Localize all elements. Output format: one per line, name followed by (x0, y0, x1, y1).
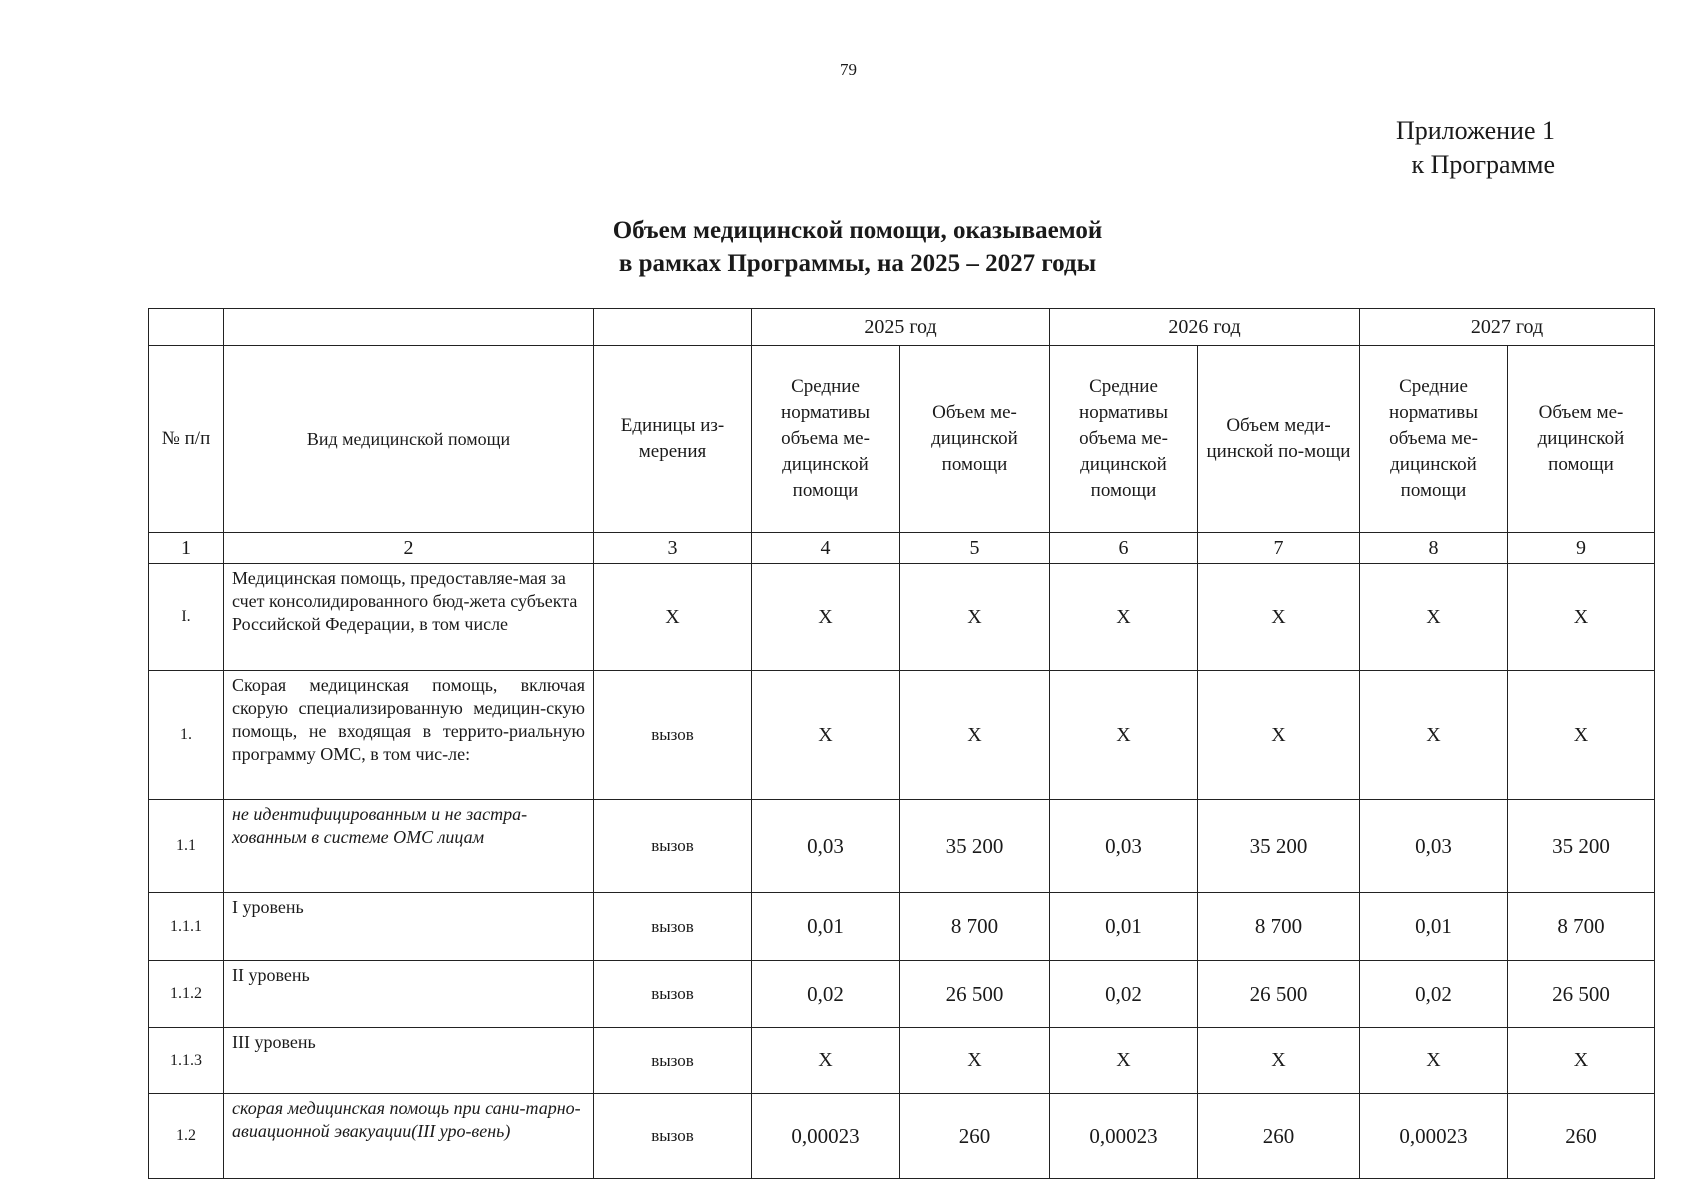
medical-volume-table (148, 308, 1655, 1179)
row-description: II уровень (224, 961, 594, 1028)
cell-norm-2027: 0,02 (1360, 961, 1508, 1028)
header-row (149, 346, 1655, 533)
cell-volume-2025: X (900, 1028, 1050, 1094)
column-number: 2 (224, 533, 594, 564)
cell-norm-2027: X (1360, 671, 1508, 800)
cell-norm-2025: 0,00023 (752, 1094, 900, 1179)
row-unit: вызов (594, 671, 752, 800)
header-norm-2025: Средние нормативы объема ме-дицинской помощи (752, 346, 900, 533)
row-description: I уровень (224, 893, 594, 961)
cell-norm-2026: X (1050, 671, 1198, 800)
column-number: 5 (900, 533, 1050, 564)
row-description: Скорая медицинская помощь, включая скорую специализированную медицин-скую помощь, не входящая в террито-риальную программу ОМС, в том чис-ле: (224, 671, 594, 800)
cell-norm-2025: 0,03 (752, 800, 900, 893)
cell-volume-2026: 8 700 (1198, 893, 1360, 961)
row-number: 1.1.2 (149, 961, 224, 1028)
cell-norm-2026: 0,02 (1050, 961, 1198, 1028)
appendix-line-1: Приложение 1 (1395, 116, 1555, 145)
cell-norm-2025: X (752, 1028, 900, 1094)
column-number-row (149, 533, 1655, 564)
appendix-note (1396, 114, 1555, 182)
header-volume-2027: Объем ме-дицинской помощи (1508, 346, 1655, 533)
cell-volume-2025: X (900, 671, 1050, 800)
cell-volume-2026: 260 (1198, 1094, 1360, 1179)
cell-volume-2026: X (1198, 1028, 1360, 1094)
cell-norm-2025: 0,02 (752, 961, 900, 1028)
row-description: не идентифицированным и не застра-хованным в системе ОМС лицам (224, 800, 594, 893)
header-year-row (149, 309, 1655, 346)
cell-volume-2027: X (1508, 1028, 1655, 1094)
table-row (149, 893, 1655, 961)
empty-header-cell (594, 309, 752, 346)
cell-volume-2027: 35 200 (1508, 800, 1655, 893)
year-2026-header: 2026 год (1050, 309, 1360, 346)
cell-volume-2027: 260 (1508, 1094, 1655, 1179)
column-number: 9 (1508, 533, 1655, 564)
column-number: 7 (1198, 533, 1360, 564)
appendix-line-2: к Программе (1411, 150, 1555, 179)
column-number: 6 (1050, 533, 1198, 564)
cell-norm-2027: 0,03 (1360, 800, 1508, 893)
cell-norm-2026: 0,03 (1050, 800, 1198, 893)
cell-norm-2025: X (752, 671, 900, 800)
row-number: 1.1 (149, 800, 224, 893)
header-norm-2027: Средние нормативы объема ме-дицинской помощи (1360, 346, 1508, 533)
cell-volume-2025: 35 200 (900, 800, 1050, 893)
row-unit: вызов (594, 1028, 752, 1094)
table-row (149, 800, 1655, 893)
cell-volume-2026: 26 500 (1198, 961, 1360, 1028)
row-unit: X (594, 564, 752, 671)
table-row (149, 961, 1655, 1028)
title-line-2: в рамках Программы, на 2025 – 2027 годы (618, 250, 1097, 277)
year-2025-header: 2025 год (752, 309, 1050, 346)
table-row (149, 1094, 1655, 1179)
title-line-1: Объем медицинской помощи, оказываемой (612, 217, 1103, 244)
column-number: 4 (752, 533, 900, 564)
cell-norm-2027: X (1360, 1028, 1508, 1094)
row-number: 1.1.3 (149, 1028, 224, 1094)
year-2027-header: 2027 год (1360, 309, 1655, 346)
row-number: 1. (149, 671, 224, 800)
row-number: 1.1.1 (149, 893, 224, 961)
cell-norm-2025: 0,01 (752, 893, 900, 961)
table-row (149, 1028, 1655, 1094)
column-number: 1 (149, 533, 224, 564)
cell-volume-2025: 260 (900, 1094, 1050, 1179)
cell-norm-2026: X (1050, 1028, 1198, 1094)
row-description: скорая медицинская помощь при сани-тарно-авиационной эвакуации(III уро-вень) (224, 1094, 594, 1179)
cell-norm-2026: X (1050, 564, 1198, 671)
row-description: III уровень (224, 1028, 594, 1094)
cell-norm-2027: X (1360, 564, 1508, 671)
header-num: № п/п (149, 346, 224, 533)
cell-volume-2027: 8 700 (1508, 893, 1655, 961)
empty-header-cell (224, 309, 594, 346)
table-row (149, 671, 1655, 800)
cell-norm-2027: 0,01 (1360, 893, 1508, 961)
header-type: Вид медицинской помощи (224, 346, 594, 533)
cell-volume-2026: X (1198, 671, 1360, 800)
cell-volume-2027: X (1508, 564, 1655, 671)
page-number: 79 (840, 60, 857, 79)
document-title (0, 214, 1697, 280)
cell-volume-2027: X (1508, 671, 1655, 800)
column-number: 8 (1360, 533, 1508, 564)
cell-volume-2025: X (900, 564, 1050, 671)
row-number: I. (149, 564, 224, 671)
cell-volume-2027: 26 500 (1508, 961, 1655, 1028)
cell-norm-2025: X (752, 564, 900, 671)
row-unit: вызов (594, 893, 752, 961)
cell-norm-2026: 0,01 (1050, 893, 1198, 961)
row-unit: вызов (594, 961, 752, 1028)
cell-norm-2027: 0,00023 (1360, 1094, 1508, 1179)
header-volume-2026: Объем меди-цинской по-мощи (1198, 346, 1360, 533)
row-unit: вызов (594, 1094, 752, 1179)
cell-volume-2025: 26 500 (900, 961, 1050, 1028)
row-description: Медицинская помощь, предоставляе-мая за счет консолидированного бюд-жета субъекта Российской Федерации, в том числе (224, 564, 594, 671)
header-norm-2026: Средние нормативы объема ме-дицинской помощи (1050, 346, 1198, 533)
table-row (149, 564, 1655, 671)
header-unit: Единицы из-мерения (594, 346, 752, 533)
header-volume-2025: Объем ме-дицинской помощи (900, 346, 1050, 533)
cell-norm-2026: 0,00023 (1050, 1094, 1198, 1179)
row-unit: вызов (594, 800, 752, 893)
cell-volume-2025: 8 700 (900, 893, 1050, 961)
row-number: 1.2 (149, 1094, 224, 1179)
cell-volume-2026: X (1198, 564, 1360, 671)
empty-header-cell (149, 309, 224, 346)
column-number: 3 (594, 533, 752, 564)
cell-volume-2026: 35 200 (1198, 800, 1360, 893)
